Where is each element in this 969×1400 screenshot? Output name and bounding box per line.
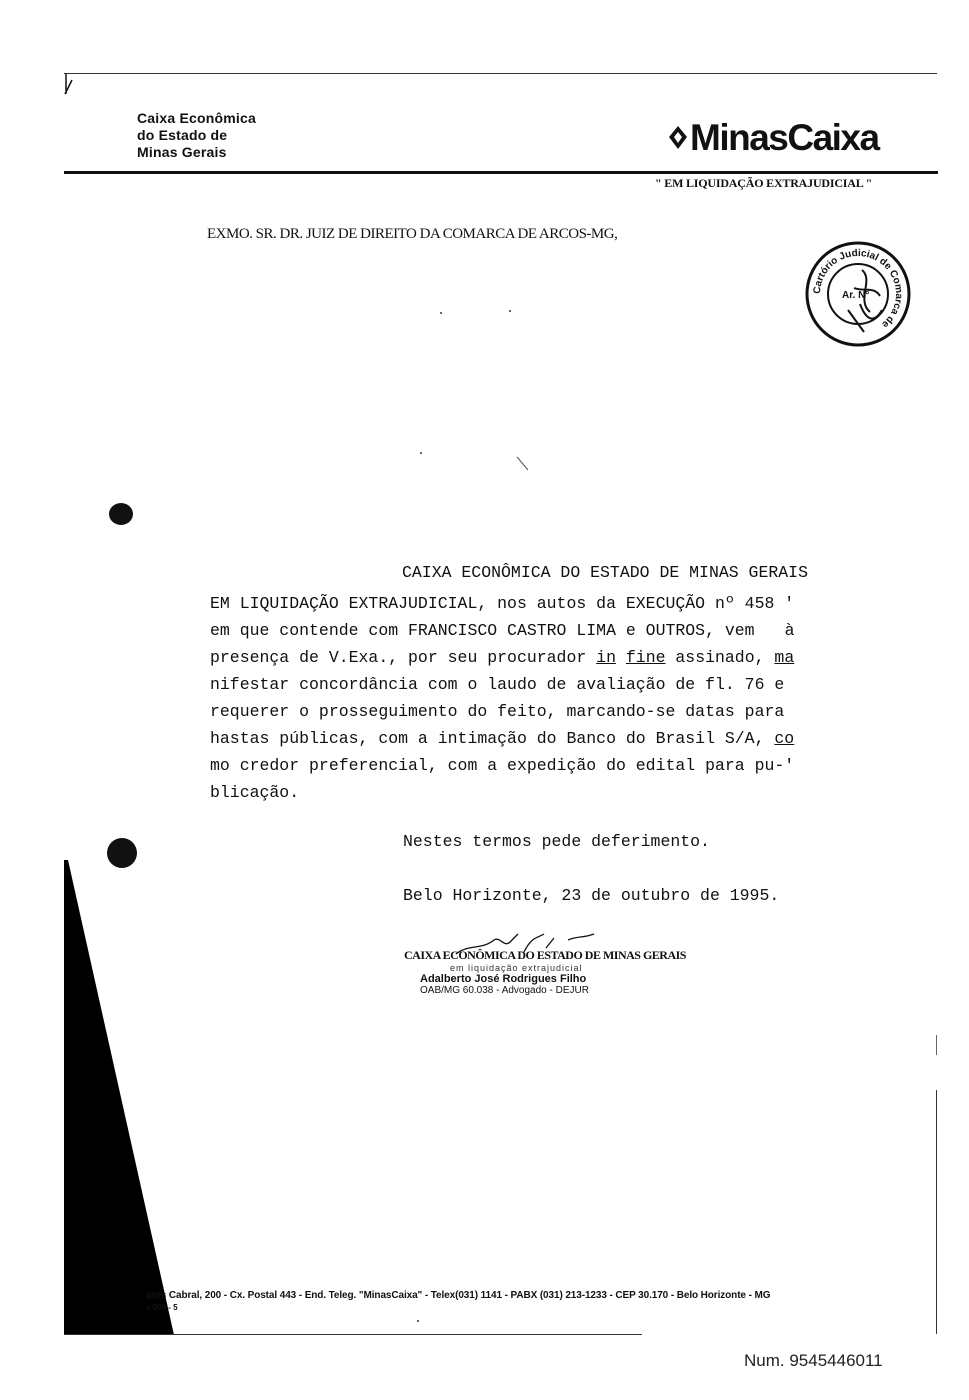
- org-line-2: do Estado de: [137, 127, 228, 143]
- signature-name: Adalberto José Rodrigues Filho: [420, 973, 587, 985]
- scan-speck: [417, 1320, 419, 1322]
- body-text: EM LIQUIDAÇÃO EXTRAJUDICIAL, nos autos da EXECUÇÃO nº 458 ': [210, 594, 795, 613]
- body-text: presença de V.Exa., por seu procurador: [210, 648, 597, 667]
- org-line-1: Caixa Econômica: [137, 110, 256, 126]
- court-seal-stamp-icon: [804, 240, 912, 348]
- body-text: co: [774, 729, 795, 748]
- seal-ring-text: Cartório Judicial de Comarca de: [811, 247, 905, 330]
- top-border-line: [64, 73, 937, 74]
- body-text: requerer o prosseguimento do feito, marcando-se datas para: [210, 702, 785, 721]
- org-line-3: Minas Gerais: [137, 144, 227, 160]
- organization-name: [137, 110, 256, 161]
- addressee-line: EXMO. SR. DR. JUIZ DE DIREITO DA COMARCA DE ARCOS-MG,: [207, 226, 618, 242]
- body-text: nifestar concordância com o laudo de avaliação de fl. 76 e: [210, 675, 785, 694]
- scan-speck: [509, 310, 511, 312]
- body-text: blicação.: [210, 783, 300, 802]
- ink-blot: [109, 503, 133, 525]
- body-text: à: [784, 621, 795, 640]
- header-rule: [64, 171, 938, 174]
- bottom-border-line: [64, 1334, 642, 1335]
- right-border-mark: [936, 1035, 937, 1055]
- body-line: [210, 644, 850, 671]
- corner-mark-icon: [64, 74, 86, 96]
- scan-speck: [420, 452, 422, 454]
- body-line: [210, 617, 850, 644]
- scan-speck: [440, 312, 442, 314]
- logo-text: MinasCaixa: [690, 117, 879, 158]
- body-text: em que contende com FRANCISCO CASTRO LIMA e OUTROS, vem: [210, 621, 755, 640]
- signature-block: [404, 940, 686, 996]
- place-and-date: Belo Horizonte, 23 de outubro de 1995.: [403, 886, 780, 905]
- minascaixa-logo: [668, 118, 879, 158]
- body-line: [210, 779, 850, 806]
- logo-mark-icon: [668, 122, 688, 152]
- body-text: hastas públicas, com a intimação do Banco do Brasil S/A,: [210, 729, 775, 748]
- body-text: mo credor preferencial, com a expedição do edital para pu-': [210, 756, 795, 775]
- body-text: assinado,: [665, 648, 775, 667]
- liquidation-tagline: " EM LIQUIDAÇÃO EXTRAJUDICIAL ": [655, 176, 873, 190]
- signature-oab: OAB/MG 60.038 - Advogado - DEJUR: [420, 985, 589, 996]
- closing-phrase: Nestes termos pede deferimento.: [403, 832, 710, 851]
- body-line: [210, 698, 850, 725]
- body-line: [210, 590, 850, 617]
- body-text: ma: [774, 648, 795, 667]
- body-line: [210, 671, 850, 698]
- seal-inner-text: Ar. N°: [842, 290, 870, 301]
- signature-org: CAIXA ECONÔMICA DO ESTADO DE MINAS GERAIS: [404, 948, 686, 962]
- document-number: Num. 9545446011: [744, 1351, 883, 1370]
- handwritten-signature-icon: [448, 930, 598, 960]
- footer-address: ares Cabral, 200 - Cx. Postal 443 - End. Teleg. "MinasCaixa" - Telex(031) 1141 - PABX (031) 213-1233 - CEP 30.170 - Belo Horizonte - MG: [146, 1290, 771, 1301]
- scan-mark: [516, 456, 530, 472]
- body-line: [210, 725, 850, 752]
- latin-fine: fine: [625, 648, 666, 667]
- signature-status: em liquidação extrajudicial: [450, 963, 583, 973]
- petition-body: [210, 590, 850, 806]
- body-line: [210, 752, 850, 779]
- right-border-line: [936, 1090, 937, 1334]
- scan-shadow-wedge: [64, 860, 174, 1335]
- latin-in: in: [596, 648, 616, 667]
- footer-code: s.009 - 5: [146, 1303, 178, 1312]
- petitioner-heading: CAIXA ECONÔMICA DO ESTADO DE MINAS GERAIS: [402, 563, 808, 582]
